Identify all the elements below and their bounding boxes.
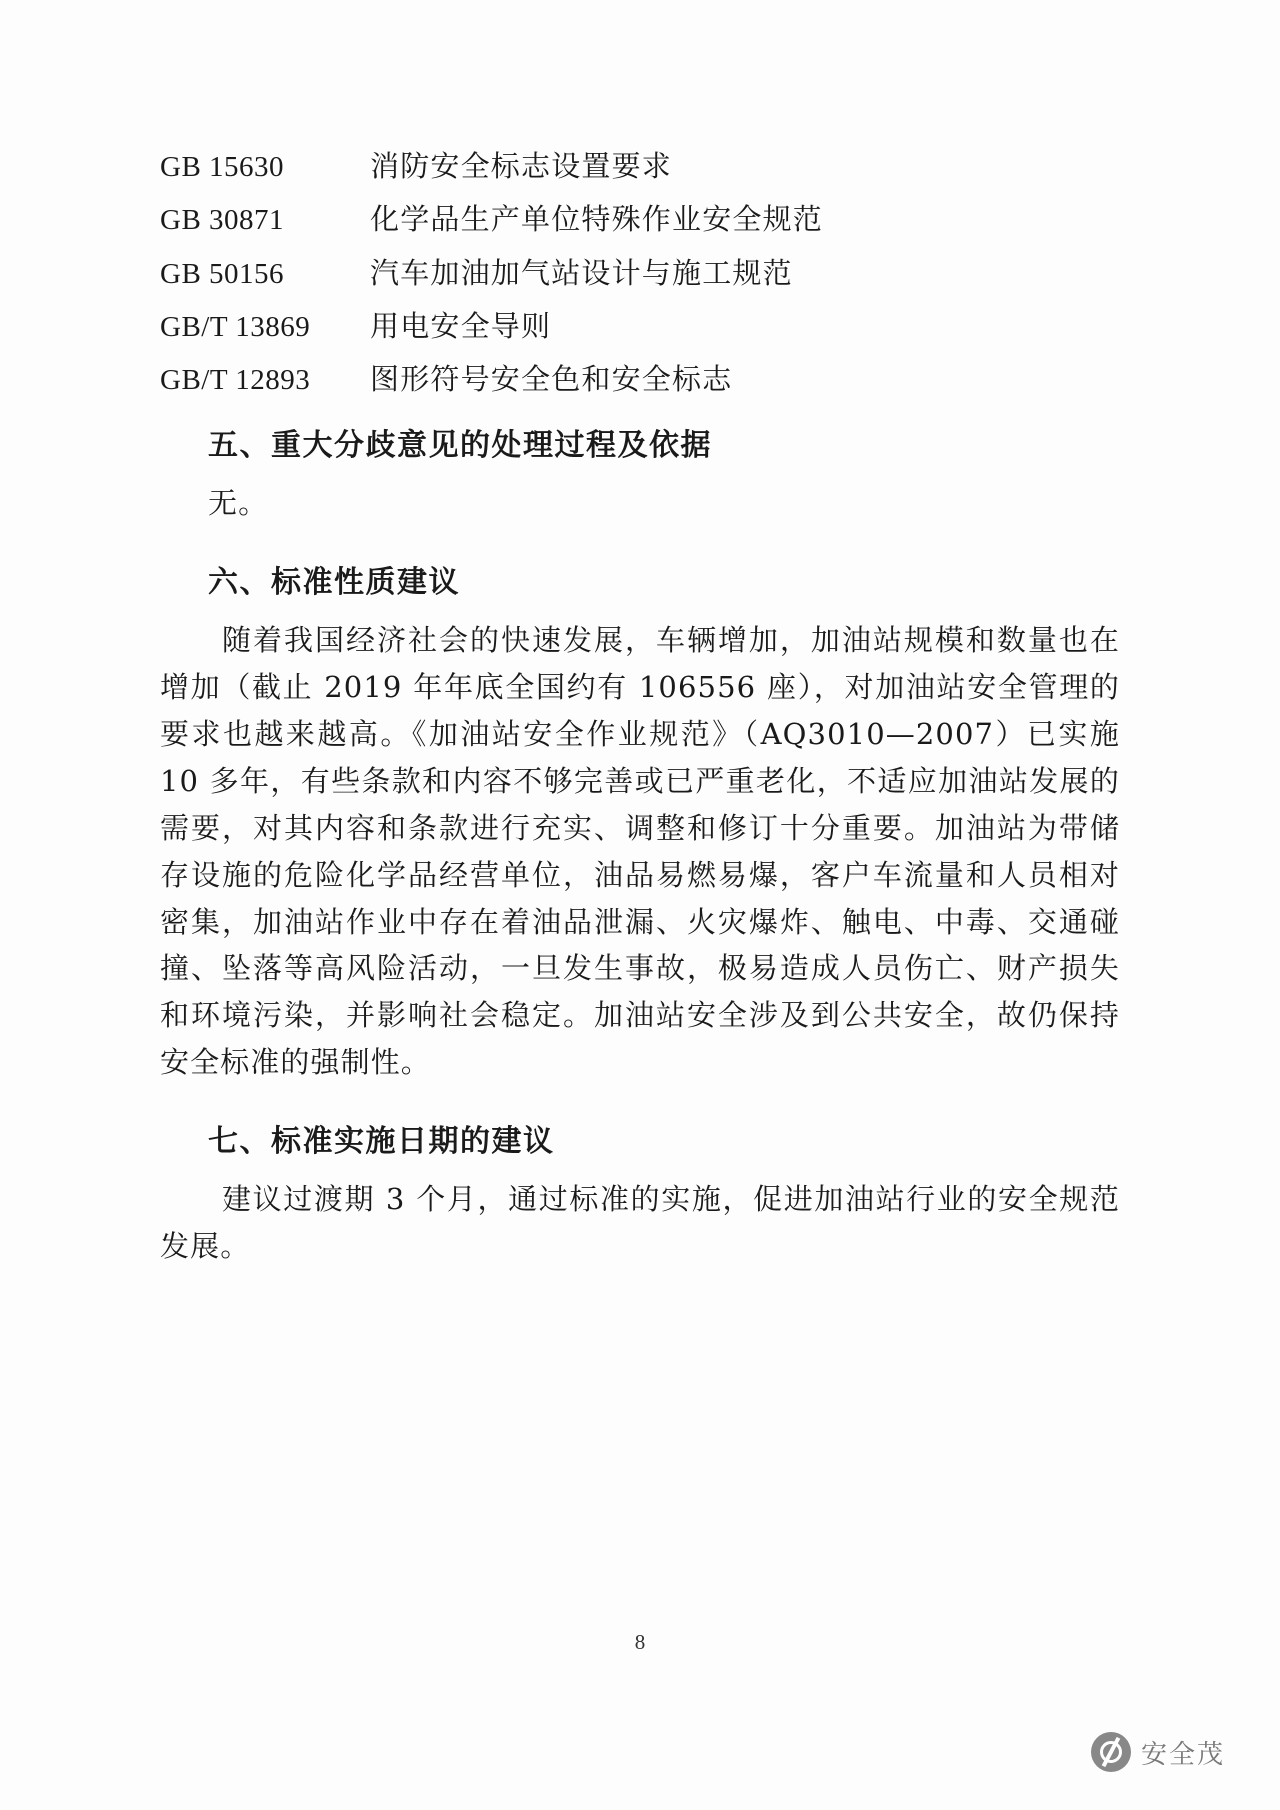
wechat-account-icon	[1091, 1732, 1131, 1772]
section-heading-six: 六、标准性质建议	[208, 564, 460, 600]
watermark-label: 安全茂	[1140, 1739, 1225, 1770]
standard-title: 化学品生产单位特殊作业安全规范	[370, 202, 824, 237]
list-item	[160, 203, 1120, 237]
standard-title: 图形符号安全色和安全标志	[370, 362, 733, 397]
section-heading-five: 五、重大分歧意见的处理过程及依据	[208, 427, 712, 463]
list-item	[160, 150, 1120, 184]
section-heading-seven: 七、标准实施日期的建议	[208, 1124, 555, 1160]
list-item	[160, 363, 1120, 397]
page-number: 8	[634, 1630, 646, 1654]
standard-title: 消防安全标志设置要求	[370, 149, 673, 183]
section-body-five: 无。	[208, 485, 269, 520]
standard-title: 汽车加油加气站设计与施工规范	[370, 255, 793, 290]
standard-code: GB/T 13869	[160, 311, 311, 344]
standard-code: GB 15630	[160, 151, 285, 183]
section-body-seven: 建议过渡期 3 个月，通过标准的实施，促进加油站行业的安全规范发展。	[160, 1182, 1120, 1264]
standard-code: GB 50156	[160, 257, 285, 290]
section-body-six: 随着我国经济社会的快速发展，车辆增加，加油站规模和数量也在增加（截止 2019 年年底全国约有 106556 座），对加油站安全管理的要求也越来越高。《加油站安全作业规范》（AQ3010—2007）已实施 10 多年，有些条款和内容不够完善或已严重老化，不适应加油站发展的需要，对其内容和条款进行充实、调整和修订十分重要。加油站为带储存设施的危险化学品经营单位，油品易燃易爆，客户车流量和人员相对密集，加油站作业中存在着油品泄漏、火灾爆炸、触电、中毒、交通碰撞、坠落等高风险活动，一旦发生事故，极易造成人员伤亡、财产损失和环境污染，并影响社会稳定。加油站安全涉及到公共安全，故仍保持安全标准的强制性。	[160, 622, 1120, 1080]
standard-code: GB 30871	[160, 204, 285, 237]
page-content	[160, 150, 1120, 1280]
standard-code: GB/T 12893	[160, 364, 311, 397]
standards-reference-list	[160, 150, 1120, 398]
list-item	[160, 257, 1120, 291]
watermark-stamp	[1091, 1732, 1225, 1772]
standard-title: 用电安全导则	[370, 309, 552, 344]
list-item	[160, 310, 1120, 344]
